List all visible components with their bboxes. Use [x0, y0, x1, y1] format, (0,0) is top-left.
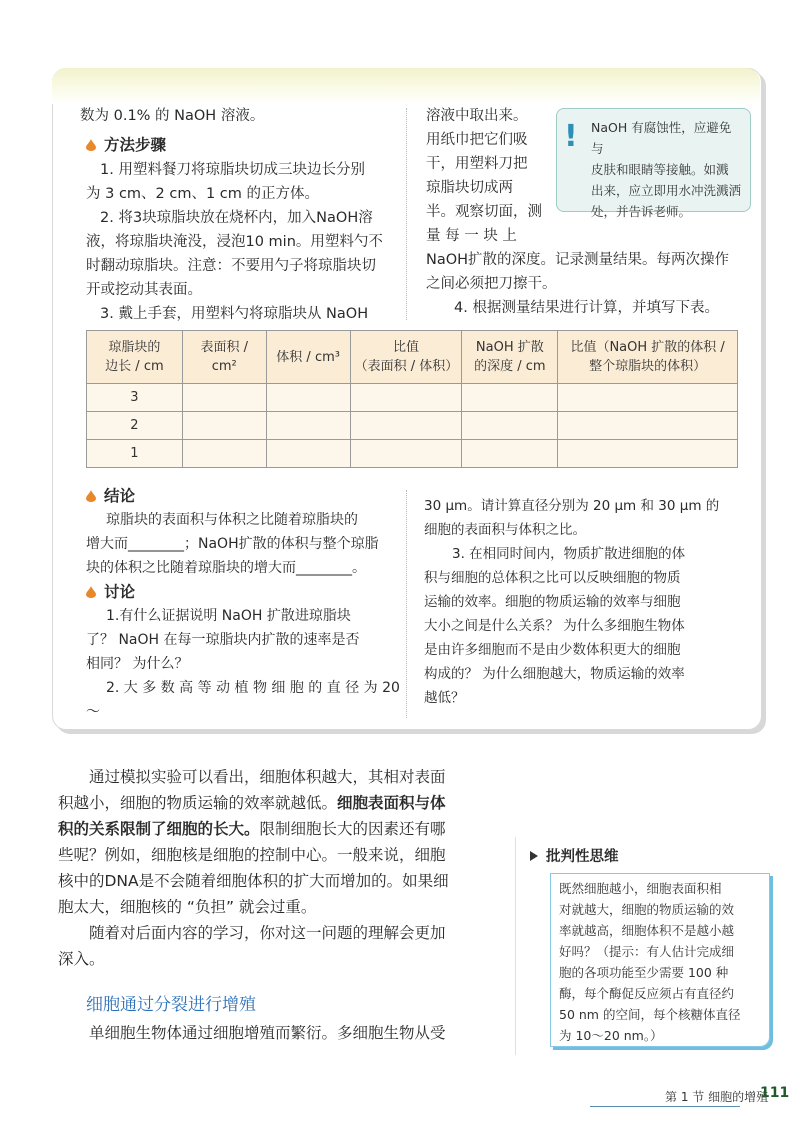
drop-icon — [86, 490, 96, 502]
discussion-line-2: 了？ NaOH 在每一琼脂块内扩散的速率是否 — [86, 632, 360, 648]
table-row — [87, 384, 738, 412]
table-row — [87, 412, 738, 440]
row-edge-value: 2 — [87, 412, 183, 440]
discussion-right-line-8: 构成的？ 为什么细胞越大，物质运输的效率 — [424, 666, 685, 682]
discussion-right — [424, 494, 746, 710]
header-ratio: 比值 （表面积 / 体积） — [350, 331, 462, 384]
header-volume-ratio: 比值（NaOH 扩散的体积 / 整个琼脂块的体积） — [558, 331, 738, 384]
sidebar-line-3: 率就越高，细胞体积不是越小越 — [559, 923, 735, 938]
exclamation-icon: ! — [564, 119, 578, 154]
sidebar-line-1: 既然细胞越小，细胞表面积相 — [559, 881, 722, 896]
table-header-row — [87, 331, 738, 384]
right-line-2: 用纸巾把它们吸 — [426, 132, 528, 148]
sidebar-line-2: 对就越大，细胞的物质运输的效 — [559, 902, 735, 917]
drop-icon — [86, 139, 96, 151]
discussion-right-line-2: 细胞的表面积与体积之比。 — [424, 522, 586, 538]
conclusion-heading: 结论 — [86, 484, 135, 506]
panel-header-band — [52, 68, 760, 104]
header-surface-area: 表面积 / cm² — [182, 331, 266, 384]
sidebar-line-8: 为 10～20 nm。） — [559, 1028, 663, 1043]
discussion-right-line-3: 3. 在相同时间内，物质扩散进细胞的体 — [452, 546, 686, 562]
discussion-right-line-1: 30 μm。请计算直径分别为 20 μm 和 30 μm 的 — [424, 498, 720, 514]
step-1-line-1: 1. 用塑料餐刀将琼脂块切成三块边长分别 — [100, 162, 365, 178]
body-bold-2: 积的关系限制了细胞的长大。 — [58, 820, 260, 838]
body-line-1: 通过模拟实验可以看出，细胞体积越大，其相对表面 — [89, 768, 446, 786]
warning-note — [556, 108, 751, 219]
body-rest-3: 核中的DNA是不会随着细胞体积的扩大而增加的。如果细 — [58, 872, 449, 890]
conclusion-line-3: 块的体积之比随着琼脂块的增大而________。 — [86, 560, 366, 576]
header-diffusion-depth: NaOH 扩散 的深度 / cm — [462, 331, 558, 384]
step-2-line-4: 开或挖动其表面。 — [86, 282, 202, 298]
column-divider-top — [406, 108, 407, 320]
warning-line-4: 处，并告诉老师。 — [591, 204, 692, 219]
right-line-5: 半。观察切面，测 — [426, 204, 542, 220]
discussion-line-3: 相同？ 为什么？ — [86, 656, 189, 672]
header-volume: 体积 / cm³ — [266, 331, 350, 384]
body-rest-2: 些呢？例如，细胞核是细胞的控制中心。一般来说，细胞 — [58, 846, 446, 864]
method-heading: 方法步骤 — [86, 133, 166, 155]
sidebar-line-5: 胞的各项功能至少需要 100 种 — [559, 965, 729, 980]
body-bold-1: 细胞表面积与体 — [337, 794, 446, 812]
right-column-text — [426, 104, 556, 248]
discussion-line-4: 2. 大 多 数 高 等 动 植 物 细 胞 的 直 径 为 20～ — [86, 680, 400, 720]
step-3-line-1: 3. 戴上手套，用塑料勺将琼脂块从 NaOH — [100, 306, 369, 322]
footer-rule — [590, 1106, 740, 1107]
body-p3-line: 单细胞生物体通过细胞增殖而繁衍。多细胞生物从受 — [89, 1024, 446, 1042]
warning-line-3: 出来，应立即用水冲洗溅洒 — [591, 183, 742, 198]
row-edge-value: 1 — [87, 440, 183, 468]
discussion-right-line-6: 大小之间是什么关系？ 为什么多细胞生物体 — [424, 618, 685, 634]
right-line-3: 干，用塑料刀把 — [426, 156, 528, 172]
sidebar-line-4: 好吗？（提示：有人估计完成细 — [559, 944, 735, 959]
conclusion-line-2: 增大而________；NaOH扩散的体积与整个琼脂 — [86, 536, 379, 552]
body-rest-1: 限制细胞长大的因素还有哪 — [259, 820, 446, 838]
column-divider-bottom — [406, 490, 407, 718]
conclusion-text — [86, 508, 402, 580]
critical-thinking-title: 批判性思维 — [530, 845, 619, 866]
right-line-1: 溶液中取出来。 — [426, 108, 528, 124]
right-column-full — [426, 248, 746, 320]
header-edge-length: 琼脂块的 边长 / cm — [87, 331, 183, 384]
drop-icon — [86, 586, 96, 598]
discussion-heading: 讨论 — [86, 580, 135, 602]
warning-line-1: NaOH 有腐蚀性，应避免与 — [591, 120, 732, 156]
step-4: 4. 根据测量结果进行计算，并填写下表。 — [454, 300, 719, 316]
step-2-line-2: 液，将琼脂块淹没，浸泡10 min。用塑料勺不 — [86, 234, 383, 250]
step-1-line-2: 为 3 cm、2 cm、1 cm 的正方体。 — [86, 186, 320, 202]
sidebar-line-6: 酶，每个酶促反应须占有直径约 — [559, 986, 735, 1001]
discussion-right-line-5: 运输的效率。细胞的物质运输的效率与细胞 — [424, 594, 681, 610]
row-edge-value: 3 — [87, 384, 183, 412]
main-body — [58, 764, 498, 972]
table-row — [87, 440, 738, 468]
right-line-4: 琼脂块切成两 — [426, 180, 513, 196]
body-p2-line-1: 随着对后面内容的学习，你对这一问题的理解会更加 — [89, 924, 446, 942]
critical-thinking-box — [515, 837, 761, 1055]
discussion-line-1: 1.有什么证据说明 NaOH 扩散进琼脂块 — [106, 608, 351, 624]
discussion-right-line-9: 越低？ — [424, 690, 465, 706]
right-line-6: 量 每 一 块 上 — [426, 228, 517, 244]
body-line-2: 积越小，细胞的物质运输的效率就越低。 — [58, 794, 338, 812]
discussion-right-line-7: 是由许多细胞而不是由少数体积更大的细胞 — [424, 642, 681, 658]
discussion-right-line-4: 积与细胞的总体积之比可以反映细胞的物质 — [424, 570, 681, 586]
discussion-left — [86, 604, 402, 724]
step-2-line-1: 2. 将3块琼脂块放在烧杯内，加入NaOH溶 — [100, 210, 373, 226]
method-steps — [86, 158, 398, 326]
right-full-line-2: 之间必须把刀擦干。 — [426, 276, 557, 292]
footer-section: 第 1 节 细胞的增殖 — [665, 1090, 769, 1104]
body-p2-line-2: 深入。 — [58, 950, 105, 968]
results-table — [86, 330, 738, 468]
intro-line: 数为 0.1% 的 NaOH 溶液。 — [80, 108, 265, 124]
triangle-bullet-icon — [530, 851, 538, 861]
body-rest-4: 胞太大，细胞核的 “负担” 就会过重。 — [58, 898, 317, 916]
body-p3 — [58, 1020, 498, 1046]
warning-line-2: 皮肤和眼睛等接触。如溅 — [591, 162, 729, 177]
sidebar-line-7: 50 nm 的空间，每个核糖体直径 — [559, 1007, 741, 1022]
conclusion-line-1: 琼脂块的表面积与体积之比随着琼脂块的 — [106, 512, 358, 528]
section-title: 细胞通过分裂进行增殖 — [86, 995, 256, 1015]
step-2-line-3: 时翻动琼脂块。注意：不要用勺子将琼脂块切 — [86, 258, 376, 274]
critical-thinking-body — [550, 873, 770, 1047]
right-full-line-1: NaOH扩散的深度。记录测量结果。每两次操作 — [426, 252, 730, 268]
page-number: 111 — [760, 1085, 790, 1101]
